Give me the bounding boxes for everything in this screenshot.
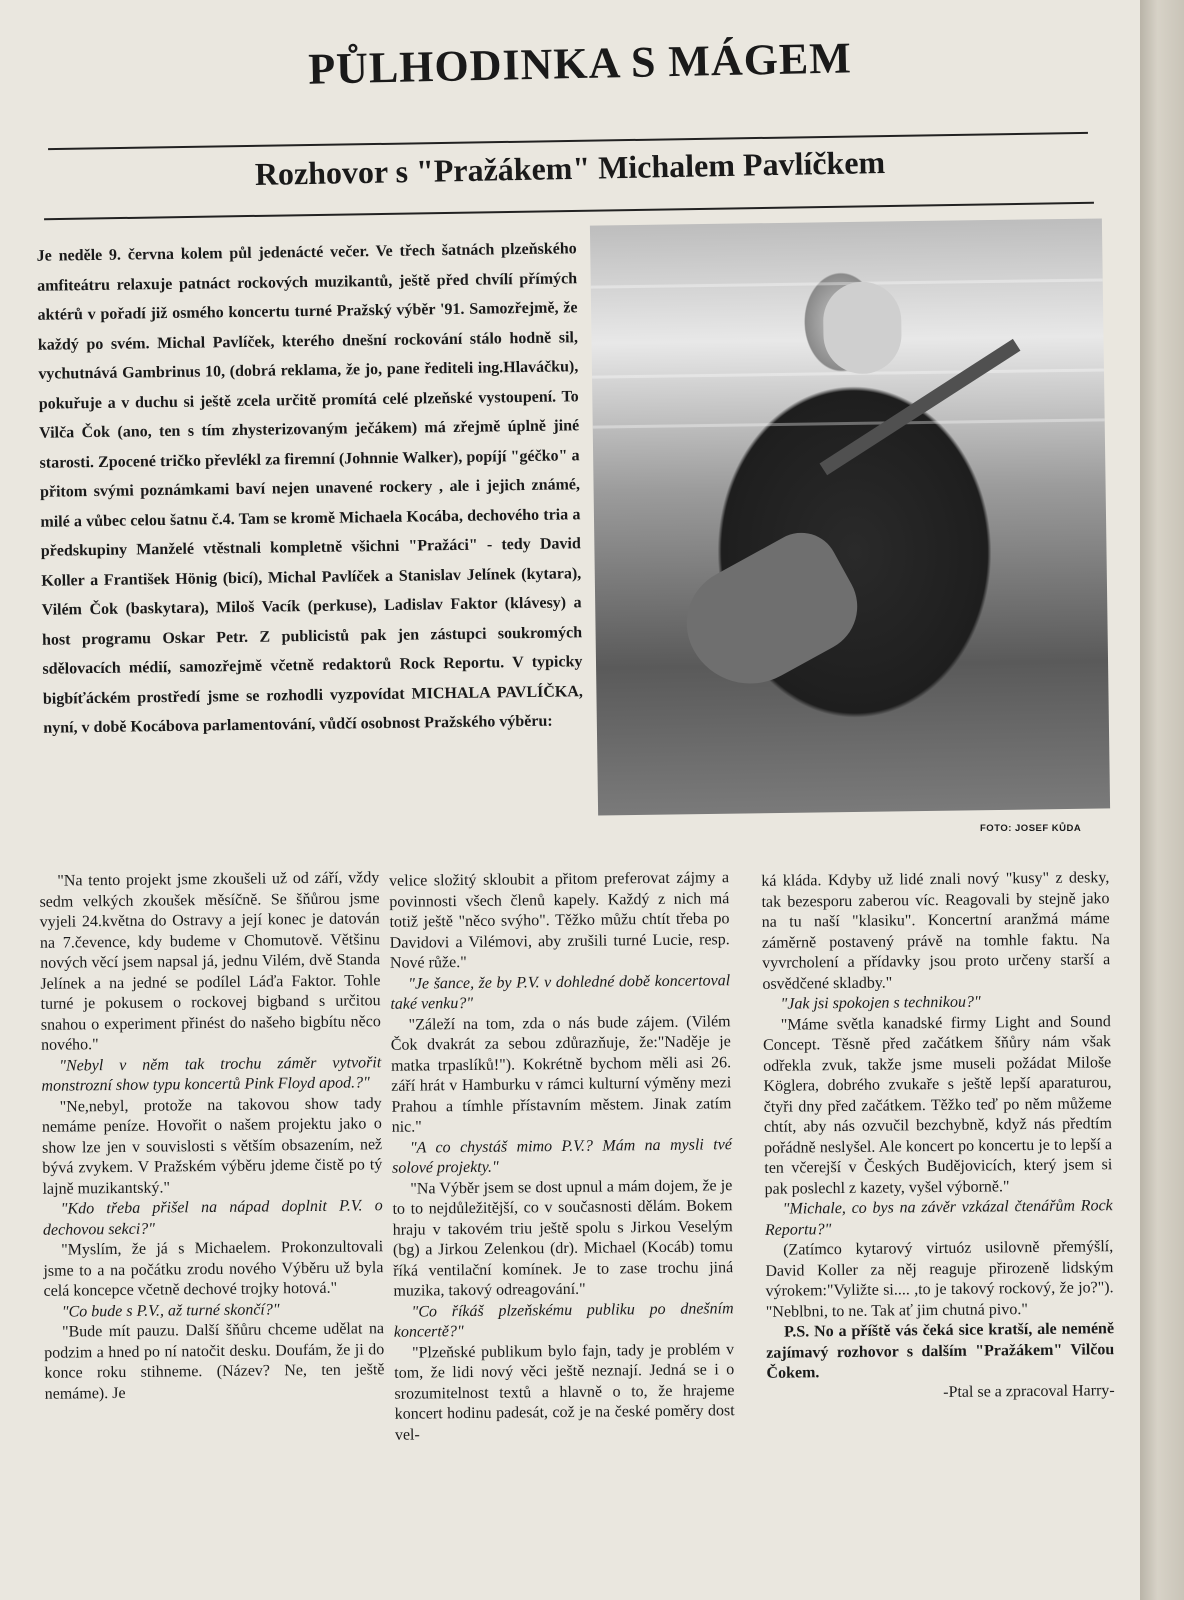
author-signature: -Ptal se a zpracoval Harry- xyxy=(943,1381,1115,1401)
question: "Michale, co bys na závěr vzkázal čtenářům Rock Reportu?" xyxy=(764,1197,1113,1239)
photo-credit: FOTO: JOSEF KŮDA xyxy=(980,823,1082,834)
paragraph: "Bude mít pauzu. Další šňůru chceme udělat na podzim a hned po ní natočit desku. Doufám, že ji do konce roku stihneme. (Název? Ne, ten ještě nemáme). Je xyxy=(44,1320,385,1403)
question: "Je šance, že by P.V. v dohledné době koncertoval také venku?" xyxy=(390,971,731,1013)
photo-stripe xyxy=(593,418,1105,428)
paragraph: "Máme světla kanadské firmy Light and Sound Concept. Těsně před začátkem šňůry nám však odřekla zvuk, takže jsme museli požádat Miloše Köglera, dobrého zvukaře s ještě lepší aparaturou, čtyři dny před začátkem. Těžko teď po něm můžeme chtít, aby nás ozvučil bezchybně, když nás předtím pořádně neslyšel. Ale koncert po koncertu je to lepší a ten včerejší v Českých Budějovicích, který jsem si pak poslechl z kazety, vyšel výborně." xyxy=(762,1012,1113,1198)
next-page-edge xyxy=(1140,0,1184,1600)
text-column-1 xyxy=(39,868,385,1405)
text-column-2 xyxy=(389,868,735,1446)
guitarist-photo xyxy=(590,218,1110,815)
paragraph: velice složitý skloubit a přitom preferovat zájmy a povinnosti všech členů kapely. Každý z nich má totiž ještě "něco svýho". Těžko můžu chtít třeba po Davidovi a Vilémovi, aby zrušili turné Lucie, resp. Nové růže." xyxy=(389,869,730,972)
paragraph: "Plzeňské publikum bylo fajn, tady je problém v tom, že lidi nový věci ještě neznají. Jedná se i o srozumitelnost textů a hlavně o to, že hrajeme koncert hodinu padesát, což je na české poměry dost vel- xyxy=(394,1340,735,1444)
question: "A co chystáš mimo P.V.? Mám na mysli tvé solové projekty." xyxy=(392,1135,732,1177)
photo-guitar-body-shape xyxy=(667,520,874,707)
paragraph: "Na Výběr jsem se dost upnul a mám dojem, že je to to nejdůležitější, co v současnosti dělám. Bokem hraju v takovém triu ještě spolu s Jirkou Veselým (bg) a Jirkou Zelenkou (dr). Michael (Kocáb) tomu říká ventilační komínek. Je to zase trochu jiná muzika, takový odreagování." xyxy=(392,1176,734,1300)
photo-head-shape xyxy=(823,281,902,374)
postscript: P.S. No a příště vás čeká sice kratší, ale neméně zajímavý rozhovor s dalším "Pražákem" Vilčou Čokem. xyxy=(766,1320,1115,1382)
paragraph: ká kláda. Kdyby už lidé znali nový "kusy" z desky, tak bezesporu zaberou víc. Reagovali by stejně jako na tu naší "klasiku". Koncertní aranžmá máme záměrně postavený právě na tomhle faktu. Na vyvrcholení a přídavky jsou proto určeny starší a osvědčené skladby." xyxy=(761,869,1111,993)
paragraph: "Záleží na tom, zda o nás bude zájem. (Vilém Čok dvakrát za sebou zdůrazňuje, že:"Naděje je matka trpaslíků!"). Kokrétně bychom měli asi 26. září hrát v Hamburku v rámci kulturní výměny mezi Prahou a tímhle přístavním městem. Jinak zatím nic." xyxy=(390,1012,732,1136)
article-title: PŮLHODINKA S MÁGEM xyxy=(307,33,853,94)
paragraph: "Myslím, že já s Michaelem. Prokonzultovali jsme to a na počátku zrodu nového Výběru už byla celá koncepce včetně dechové trojky hotová." xyxy=(43,1238,384,1300)
question: "Co říkáš plzeňskému publiku po dnešním koncertě?" xyxy=(393,1299,734,1341)
paragraph: "Na tento projekt jsme zkoušeli už od září, vždy sedm velkých zkoušek měsíčně. Se šňůrou jsme vyjeli 24.května do Ostravy a její konec je datován na 7.čevence, kdy budeme v Chomutově. Většinu nových věcí jsem napsal já, jednu Vilém, dvě Standa Jelínek a na jedné se podílel Láďa Faktor. Tohle turné je pokusem o rockovej bigband s určitou snahou o experiment přinést do našeho bigbítu něco nového." xyxy=(39,869,381,1054)
text-column-3 xyxy=(761,868,1115,1405)
paragraph: "Ne,nebyl, protože na takovou show tady nemáme peníze. Hovořit o našem projektu jako o show lze jen v souvislosti s větším obsazením, než bývá zvykem. V Pražském výběru jdeme čistě po tý lajně muzikantský." xyxy=(41,1094,383,1198)
question: "Kdo třeba přišel na nápad doplnit P.V. o dechovou sekci?" xyxy=(42,1197,383,1239)
subtitle-rule xyxy=(44,202,1094,220)
article-subtitle: Rozhovor s "Pražákem" Michalem Pavlíčkem xyxy=(254,143,886,193)
lead-paragraph: Je neděle 9. června kolem půl jedenácté večer. Ve třech šatnách plzeňského amfiteátru relaxuje patnáct rockových muzikantů, ještě před chvílí přímých aktérů v pořadí již osmého koncertu turné Pražský výběr '91. Samozřejmě, že každý po svém. Michal Pavlíček, kterého dnešní rockování stálo hodně sil, vychutnává Gambrinus 10, (dobrá reklama, že jo, pane řediteli ing.Hlaváčku), pokuřuje a v duchu si ještě zcela určitě promítá celé plzeňské vystoupení. To Vilča Čok (ano, ten s tím zhysterizovaným ječákem) má zřejmě úplně jiné starosti. Zpocené tričko převlékl za firemní (Johnnie Walker), popíjí "géčko" a přitom svými poznámkami baví nejen unavené rockery , ale i jejich známé, milé a vůbec celou šatnu č.4. Tam se kromě Michaela Kocába, dechového tria a předskupiny Manželé vtěstnali kompletně všichni "Pražáci" - tedy David Koller a František Hönig (bicí), Michal Pavlíček a Stanislav Jelínek (kytara), Vilém Čok (baskytara), Miloš Vacík (perkuse), Ladislav Faktor (klávesy) a host programu Oskar Petr. Z publicistů pak jen zástupci soukromých sdělovacích médií, samozřejmě včetně redaktorů Rock Reportu. V typicky bigbíťáckém prostředí jsme se rozhodli vyzpovídat MICHALA PAVLÍČKA, nyní, v době Kocábova parlamentování, vůdčí osobnost Pražského výběru: xyxy=(36,240,583,737)
question: "Nebyl v něm tak trochu záměr vytvořit monstrozní show typu koncertů Pink Floyd apod.?" xyxy=(41,1053,382,1095)
question: "Co bude s P.V., až turné skončí?" xyxy=(61,1300,280,1321)
paragraph: (Zatímco kytarový virtuóz usilovně přemýšlí, David Koller za něj reaguje přirozeně lidským výrokem:"Vyližte si.... ,to je takový rockový, že jo?"). "Neblbni, to ne. Tak ať jim chutná pivo." xyxy=(765,1238,1114,1321)
question: "Jak jsi spokojen s technikou?" xyxy=(780,993,981,1013)
